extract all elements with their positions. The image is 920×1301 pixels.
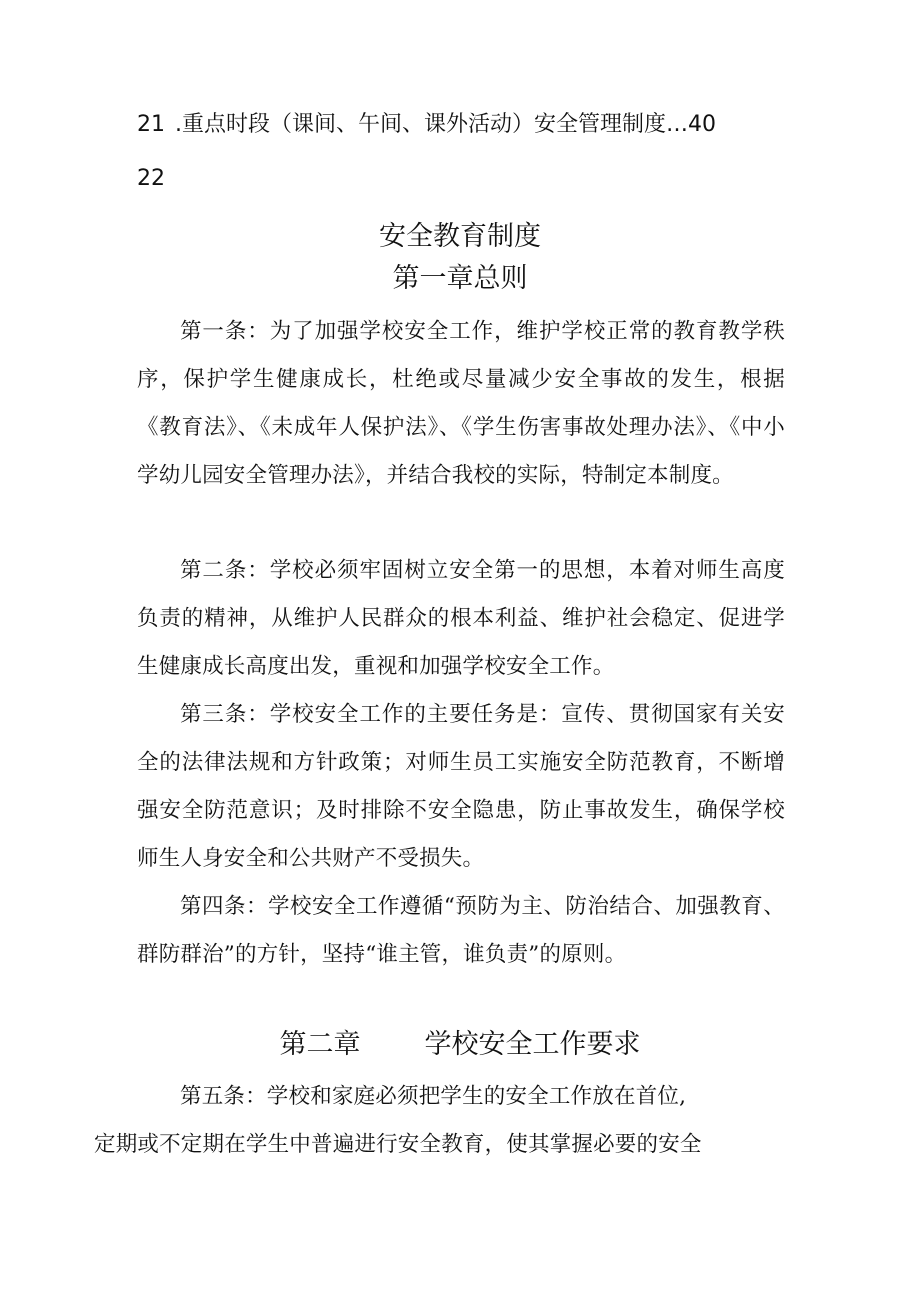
article-4: 第四条：学校安全工作遵循“预防为主、防治结合、加强教育、群防群治”的方针，坚持“谁主管，谁负责”的原则。 bbox=[137, 894, 785, 967]
chapter-2-label: 第二章 bbox=[279, 1029, 361, 1060]
article-1: 第一条：为了加强学校安全工作，维护学校正常的教育教学秩序，保护学生健康成长，杜绝或尽量减少安全事故的发生，根据《教育法》、《未成年人保护法》、《学生伤害事故处理办法》、《中小学幼儿园安全管理办法》，并结合我校的实际，特制定本制度。 bbox=[137, 319, 785, 488]
article-2: 第二条：学校必须牢固树立安全第一的思想，本着对师生高度负责的精神，从维护人民群众的根本利益、维护社会稳定、促进学生健康成长高度出发，重视和加强学校安全工作。 bbox=[137, 558, 785, 679]
toc-entry-22 bbox=[137, 164, 165, 194]
article-5-line-1: 第五条：学校和家庭必须把学生的安全工作放在首位, bbox=[180, 1084, 687, 1109]
toc-entry-21 bbox=[137, 110, 716, 140]
chapter-2-name: 学校安全工作要求 bbox=[424, 1029, 641, 1060]
article-3: 第三条：学校安全工作的主要任务是：宣传、贯彻国家有关安全的法律法规和方针政策；对师生员工实施安全防范教育，不断增强安全防范意识；及时排除不安全隐患，防止事故发生，确保学校师生人身安全和公共财产不受损失。 bbox=[137, 702, 785, 871]
document-title: 安全教育制度 bbox=[379, 221, 541, 252]
toc-entry-text: .重点时段（课间、午间、课外活动）安全管理制度…40 bbox=[175, 112, 716, 137]
toc-entry-number: 21 bbox=[137, 112, 165, 137]
chapter-1-title: 第一章总则 bbox=[392, 263, 528, 294]
toc-entry-number: 22 bbox=[137, 166, 165, 191]
article-5 bbox=[94, 1073, 785, 1169]
chapter-2-title bbox=[0, 1027, 920, 1063]
article-5-line-2: 定期或不定期在学生中普遍进行安全教育，使其掌握必要的安全 bbox=[94, 1132, 702, 1157]
